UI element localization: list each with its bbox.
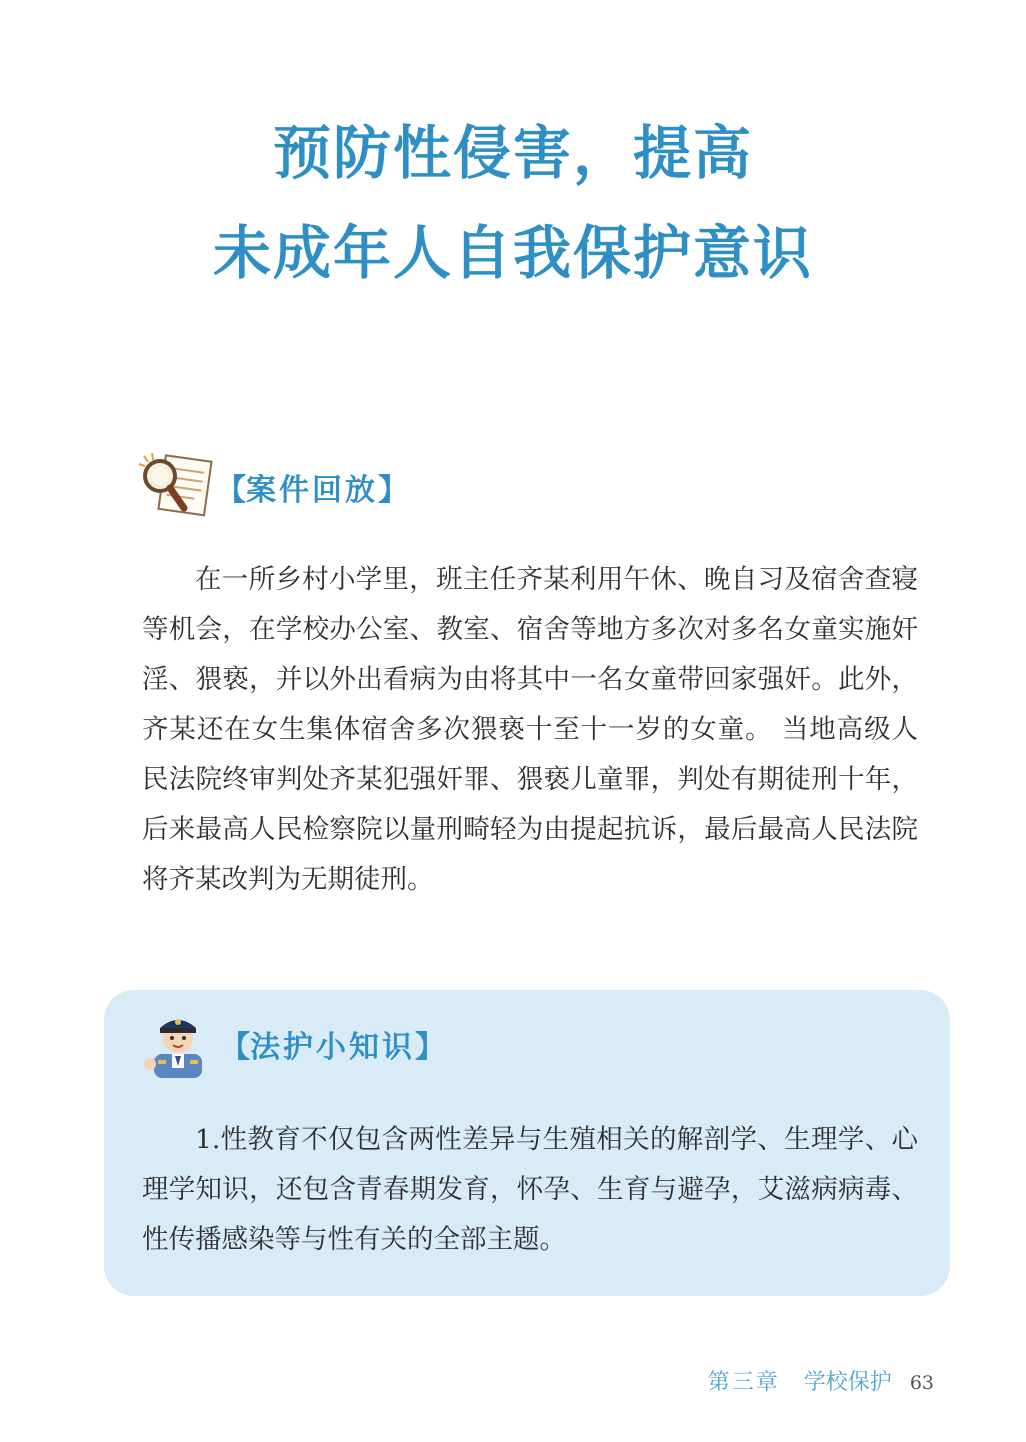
case-paragraph: 在一所乡村小学里，班主任齐某利用午休、晚自习及宿舍查寝等机会，在学校办公室、教室、宿舍等地方多次对多名女童实施奸淫、猥亵，并以外出看病为由将其中一名女童带回家强奸。此外，齐某还在女生集体宿舍多次猥亵十至十一岁的女童。 当地高级人民法院终审判处齐某犯强奸罪、猥亵儿童罪，判处有期徒刑十年，后来最高人民检察院以量刑畸轻为由提起抗诉，最后最高人民法院将齐某改判为无期徒刑。 [142, 564, 918, 895]
bracket-close: 】 [378, 473, 408, 508]
footer-section: 学校保护 [803, 1370, 892, 1395]
page-footer [708, 1365, 934, 1396]
footer-chapter: 第三章 [707, 1370, 780, 1395]
knowledge-paragraph: 1.性教育不仅包含两性差异与生殖相关的解剖学、生理学、心理学知识，还包含青春期发育，怀孕、生育与避孕，艾滋病病毒、性传播感染等与性有关的全部主题。 [142, 1124, 918, 1255]
case-section-header [138, 452, 408, 522]
bracket-close: 】 [415, 1030, 445, 1065]
bracket-open: 【 [220, 1030, 250, 1065]
magnifier-document-icon [138, 452, 216, 522]
page-number: 63 [909, 1372, 934, 1394]
page-title-line-1: 预防性侵害，提高 [272, 119, 753, 187]
knowledge-section-header [142, 1006, 445, 1082]
bracket-open: 【 [216, 473, 246, 508]
knowledge-section-label: 法护小知识 [250, 1030, 415, 1065]
case-section-label: 案件回放 [246, 473, 378, 508]
police-officer-icon [142, 1006, 214, 1082]
page-title-line-2: 未成年人自我保护意识 [212, 219, 813, 287]
